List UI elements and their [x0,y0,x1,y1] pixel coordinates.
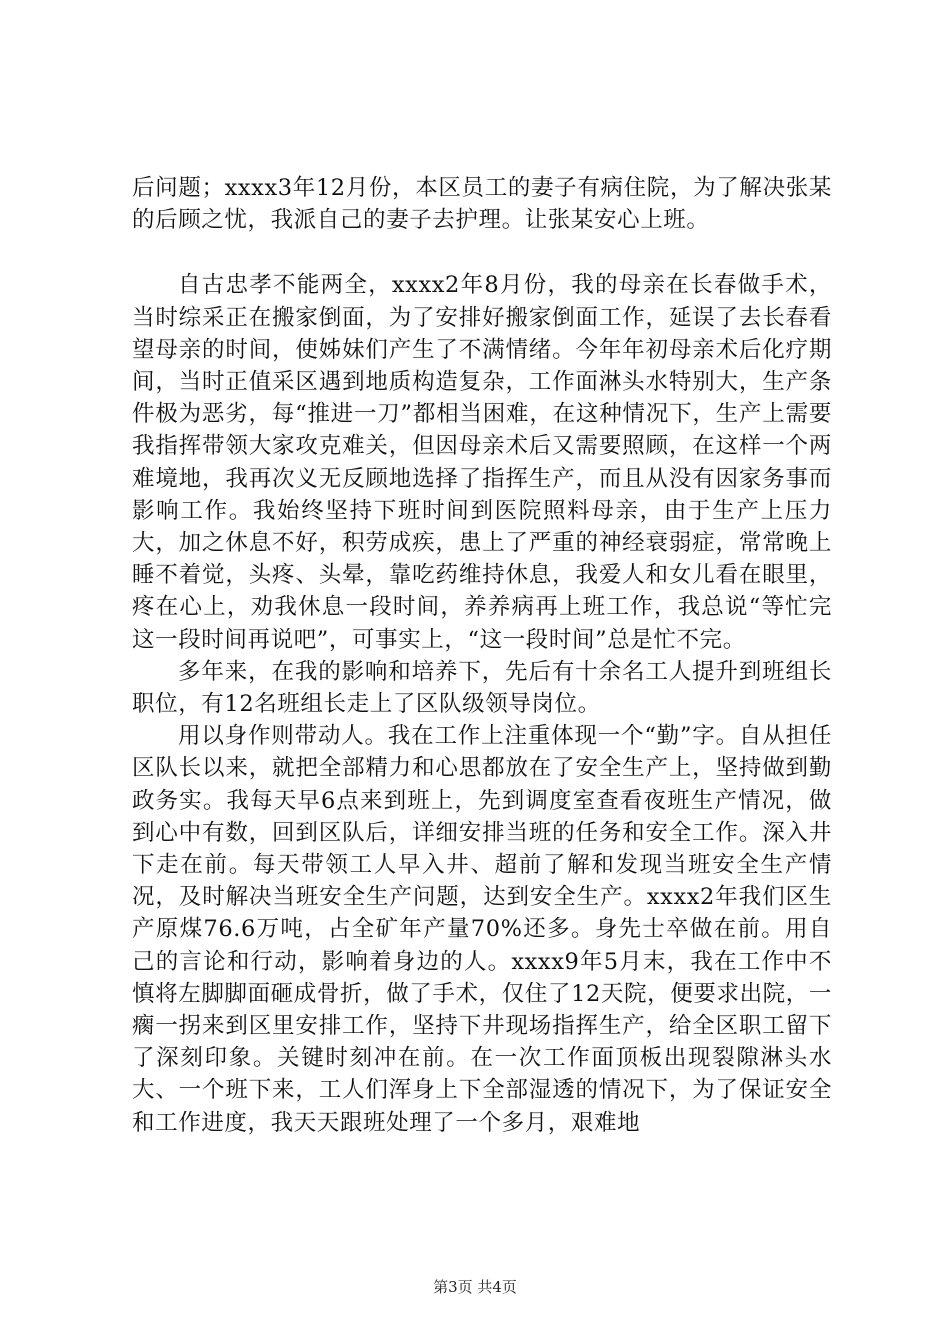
paragraph-training: 多年来，在我的影响和培养下，先后有十余名工人提升到班组长职位，有12名班组长走上了区队级领导岗位。 [132,658,832,718]
paragraph-loyalty-filial: 自古忠孝不能两全，xxxx2年8月份，我的母亲在长春做手术，当时综采正在搬家倒面，为了安排好搬家倒面工作，延误了去长春看望母亲的时间，使姊妹们产生了不满情绪。今年年初母亲术后化疗期间，当时正值采区遇到地质构造复杂，工作面淋头水特别大，生产条件极为恶劣，每“推进一刀”都相当困难，在这种情况下，生产上需要我指挥带领大家攻克难关，但因母亲术后又需要照顾，在这样一个两难境地，我再次义无反顾地选择了指挥生产，而且从没有因家务事而影响工作。我始终坚持下班时间到医院照料母亲，由于生产上压力大，加之休息不好，积劳成疾，患上了严重的神经衰弱症，常常晚上睡不着觉，头疼、头晕，靠吃药维持休息，我爱人和女儿看在眼里，疼在心上，劝我休息一段时间，养养病再上班工作，我总说“等忙完这一段时间再说吧”，可事实上，“这一段时间”总是忙不完。 [132,272,832,653]
paragraph-gap [132,236,832,269]
paragraph-continuation: 后问题；xxxx3年12月份，本区员工的妻子有病住院，为了解决张某的后顾之忧，我派自己的妻子去护理。让张某安心上班。 [132,175,832,234]
paragraph-leading-by-example: 用以身作则带动人。我在工作上注重体现一个“勤”字。自从担任区队长以来，就把全部精力和心思都放在了安全生产上，坚持做到勤政务实。我每天早6点来到班上，先到调度室查看夜班生产情况，做到心中有数，回到区队后，详细安排当班的任务和安全工作。深入井下走在前。每天带领工人早入井、超前了解和发现当班安全生产情况，及时解决当班安全生产问题，达到安全生产。xxxx2年我们区生产原煤76.6万吨，占全矿年产量70%还多。身先士卒做在前。用自己的言论和行动，影响着身边的人。xxxx9年5月末，我在工作中不慎将左脚脚面砸成骨折，做了手术，仅住了12天院，便要求出院，一瘸一拐来到区里安排工作，坚持下井现场指挥生产，给全区职工留下了深刻印象。关键时刻冲在前。在一次工作面顶板出现裂隙淋头水大、一个班下来，工人们浑身上下全部湿透的情况下，为了保证安全和工作进度，我天天跟班处理了一个多月，艰难地 [132,723,832,1136]
page-number-footer: 第3页 共4页 [433,1278,517,1296]
document-body [132,172,832,1139]
